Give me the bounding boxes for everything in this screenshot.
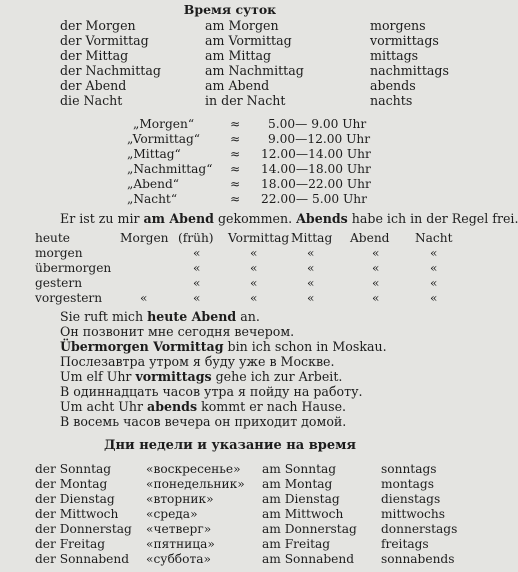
- adverb-cell: donnerstags: [381, 522, 458, 536]
- phrase-cell: am Nachmittag: [205, 63, 304, 78]
- ditto-mark: «: [193, 261, 201, 275]
- ditto-mark: «: [250, 291, 258, 305]
- ditto-mark: «: [193, 246, 201, 260]
- adverb-cell: freitags: [381, 537, 429, 551]
- sentence-de: Um elf Uhr vormittags gehe ich zur Arbeit.: [60, 369, 343, 384]
- time-range: 14.00—18.00 Uhr: [261, 162, 371, 176]
- ditto-mark: «: [307, 291, 315, 305]
- phrase-cell: am Sonnabend: [262, 552, 355, 566]
- phrase-cell: am Mittag: [205, 48, 272, 63]
- time-label: „Mittag“: [127, 147, 181, 161]
- noun-cell: der Mittag: [60, 48, 129, 63]
- grid-header: Morgen: [120, 231, 169, 245]
- adverb-cell: sonnabends: [381, 552, 455, 566]
- phrase-cell: am Montag: [262, 477, 333, 491]
- time-label: „Nachmittag“: [127, 162, 213, 176]
- ditto-mark: «: [307, 261, 315, 275]
- ditto-mark: «: [140, 291, 148, 305]
- sentence-de: Sie ruft mich heute Abend an.: [60, 309, 260, 324]
- ru-cell: «среда»: [146, 507, 198, 521]
- example-sentence: Er ist zu mir am Abend gekommen. Abends habe ich in der Regel frei.: [60, 211, 518, 226]
- grid-row-label: vorgestern: [35, 291, 103, 305]
- phrase-cell: am Abend: [205, 78, 270, 93]
- noun-cell: der Sonnabend: [35, 552, 130, 566]
- adverb-cell: abends: [370, 78, 416, 93]
- noun-cell: der Montag: [35, 477, 108, 491]
- sentence-ru: Послезавтра утром я буду уже в Москве.: [60, 354, 335, 369]
- phrase-cell: in der Nacht: [205, 93, 286, 108]
- ditto-mark: «: [430, 261, 438, 275]
- noun-cell: der Vormittag: [60, 33, 149, 48]
- grid-header: heute: [35, 231, 71, 245]
- phrase-cell: am Sonntag: [262, 462, 337, 476]
- section-title-time-of-day: Время суток: [183, 2, 277, 17]
- phrase-cell: am Freitag: [262, 537, 331, 551]
- ditto-mark: «: [193, 276, 201, 290]
- adverb-cell: dienstags: [381, 492, 441, 506]
- sentence-ru: В восемь часов вечера он приходит домой.: [60, 414, 347, 429]
- noun-cell: der Sonntag: [35, 462, 112, 476]
- adverb-cell: nachts: [370, 93, 413, 108]
- adverb-cell: mittwochs: [381, 507, 445, 521]
- grid-row-label: übermorgen: [35, 261, 112, 275]
- phrase-cell: am Morgen: [205, 18, 279, 33]
- section-title-weekdays: Дни недели и указание на время: [103, 438, 357, 453]
- phrase-cell: am Vormittag: [205, 33, 292, 48]
- grid-header: Abend: [350, 231, 390, 245]
- ditto-mark: «: [372, 276, 380, 290]
- noun-cell: der Morgen: [60, 18, 136, 33]
- ru-cell: «четверг»: [146, 522, 212, 536]
- noun-cell: der Donnerstag: [35, 522, 132, 536]
- time-label: „Abend“: [127, 177, 180, 191]
- time-range: 18.00—22.00 Uhr: [261, 177, 371, 191]
- phrase-cell: am Mittwoch: [262, 507, 344, 521]
- time-range: 9.00—12.00 Uhr: [268, 132, 371, 146]
- adverb-cell: montags: [381, 477, 434, 491]
- grid-header: (früh): [178, 231, 214, 245]
- noun-cell: der Dienstag: [35, 492, 115, 506]
- sentence-ru: Он позвонит мне сегодня вечером.: [60, 324, 295, 339]
- sentence-de: Um acht Uhr abends kommt er nach Hause.: [60, 399, 347, 414]
- ditto-mark: «: [372, 291, 380, 305]
- time-label: „Morgen“: [133, 117, 195, 131]
- sentence-ru: В одиннадцать часов утра я пойду на работу.: [60, 384, 363, 399]
- approx-sign: ≈: [230, 162, 241, 176]
- grid-row-label: gestern: [35, 276, 83, 290]
- approx-sign: ≈: [230, 147, 241, 161]
- time-label: „Vormittag“: [127, 132, 201, 146]
- sentence-de: Übermorgen Vormittag bin ich schon in Moskau.: [60, 339, 387, 354]
- ru-cell: «понедельник»: [146, 477, 245, 491]
- ditto-mark: «: [250, 246, 258, 260]
- approx-sign: ≈: [230, 192, 241, 206]
- noun-cell: die Nacht: [60, 93, 123, 108]
- ditto-mark: «: [372, 261, 380, 275]
- ditto-mark: «: [307, 276, 315, 290]
- ru-cell: «суббота»: [146, 552, 211, 566]
- time-label: „Nacht“: [127, 192, 178, 206]
- ditto-mark: «: [250, 261, 258, 275]
- time-range: 5.00— 9.00 Uhr: [268, 117, 367, 131]
- adverb-cell: nachmittags: [370, 63, 449, 78]
- phrase-cell: am Dienstag: [262, 492, 340, 506]
- time-range: 12.00—14.00 Uhr: [261, 147, 371, 161]
- ru-cell: «пятница»: [146, 537, 215, 551]
- adverb-cell: mittags: [370, 48, 419, 63]
- noun-cell: der Freitag: [35, 537, 106, 551]
- ditto-mark: «: [430, 291, 438, 305]
- grid-header: Mittag: [291, 231, 333, 245]
- adverb-cell: morgens: [370, 18, 426, 33]
- noun-cell: der Abend: [60, 78, 127, 93]
- approx-sign: ≈: [230, 117, 241, 131]
- approx-sign: ≈: [230, 132, 241, 146]
- ditto-mark: «: [250, 276, 258, 290]
- ru-cell: «воскресенье»: [146, 462, 241, 476]
- ru-cell: «вторник»: [146, 492, 214, 506]
- adverb-cell: vormittags: [370, 33, 439, 48]
- approx-sign: ≈: [230, 177, 241, 191]
- grid-row-label: morgen: [35, 246, 83, 260]
- grid-header: Nacht: [415, 231, 453, 245]
- grid-header: Vormittag: [228, 231, 290, 245]
- ditto-mark: «: [430, 276, 438, 290]
- table-row: [60, 18, 136, 33]
- adverb-cell: sonntags: [381, 462, 437, 476]
- ditto-mark: «: [430, 246, 438, 260]
- ditto-mark: «: [372, 246, 380, 260]
- noun-cell: der Nachmittag: [60, 63, 161, 78]
- noun-cell: der Mittwoch: [35, 507, 119, 521]
- phrase-cell: am Donnerstag: [262, 522, 357, 536]
- ditto-mark: «: [307, 246, 315, 260]
- time-range: 22.00— 5.00 Uhr: [261, 192, 367, 206]
- ditto-mark: «: [193, 291, 201, 305]
